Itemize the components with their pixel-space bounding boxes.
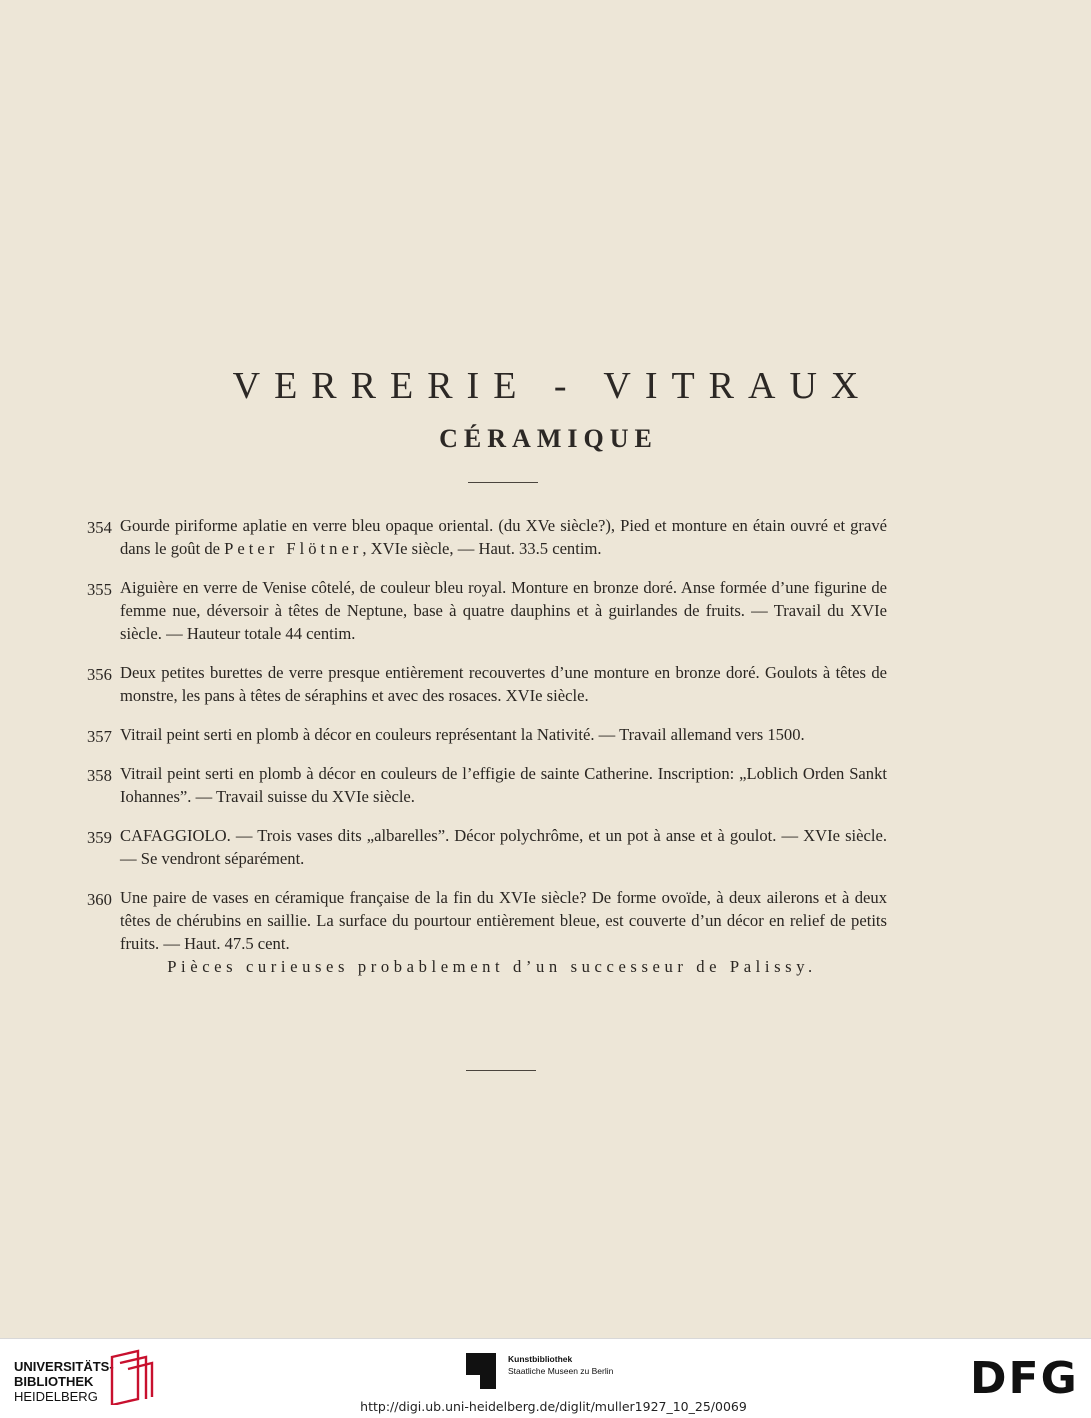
entry-number: 355 [87, 580, 112, 599]
entry-number: 356 [87, 665, 112, 684]
kunstbibliothek-subtitle: Staatliche Museen zu Berlin [508, 1366, 614, 1376]
university-library-logo-text[interactable] [14, 1359, 114, 1404]
entry-artist-name: Peter Flötner [224, 539, 363, 558]
catalogue-entry [87, 514, 887, 560]
entry-text: Vitrail peint serti en plomb à décor en couleurs de l’effigie de sainte Catherine. Inscription: „Loblich Orden Sankt Iohannes”. — Travail suisse du XVIe siècle. [120, 764, 887, 806]
catalogue-entry [87, 661, 887, 707]
entry-text: Aiguière en verre de Venise côtelé, de couleur bleu royal. Monture en bronze doré. Anse formée d’une figurine de femme nue, déversoir à têtes de Neptune, base à quatre dauphins et à guirlandes de fruits. — Travail du XVIe siècle. — Hauteur totale 44 centim. [120, 578, 887, 643]
entry-text: CAFAGGIOLO. — Trois vases dits „albarelles”. Décor polychrôme, et un pot à anse et à goulot. — XVIe siècle. — Se vendront séparément. [120, 826, 887, 868]
digitization-footer [0, 1338, 1091, 1418]
university-line-1: UNIVERSITÄTS- [14, 1359, 114, 1374]
entry-text-end: , XVIe siècle, — Haut. 33.5 centim. [362, 539, 602, 558]
entry-number: 357 [87, 727, 112, 746]
university-library-logo-icon[interactable] [108, 1349, 154, 1405]
kunstbibliothek-logo[interactable] [466, 1351, 666, 1391]
kunstbibliothek-title: Kunstbibliothek [508, 1354, 573, 1364]
entry-text: Vitrail peint serti en plomb à décor en couleurs représentant la Nativité. — Travail allemand vers 1500. [120, 725, 805, 744]
kunstbibliothek-icon [466, 1353, 496, 1389]
catalogue-entry [87, 886, 887, 955]
university-line-3: HEIDELBERG [14, 1389, 98, 1404]
permalink-url[interactable]: http://digi.ub.uni-heidelberg.de/diglit/muller1927_10_25/0069 [360, 1399, 747, 1414]
catalogue-entry [87, 824, 887, 870]
entry-text: Une paire de vases en céramique française de la fin du XVIe siècle? De forme ovoïde, à deux ailerons et à deux têtes de chérubins en saillie. La surface du pourtour entièrement bleue, est couverte d’un décor en relief de petits fruits. — Haut. 47.5 cent. [120, 888, 887, 953]
entry-number: 354 [87, 518, 112, 537]
catalogue-entry [87, 762, 887, 808]
dfg-logo[interactable]: DFG [970, 1353, 1079, 1404]
entry-text: Gourde piriforme aplatie en verre bleu opaque oriental. (du XVe siècle?), Pied et monture en étain ouvré et gravé dans le goût de [120, 516, 887, 558]
entry-note: Pièces curieuses probablement d’un successeur de Palissy. [167, 957, 817, 976]
bottom-divider [466, 1070, 536, 1071]
entry-number: 359 [87, 828, 112, 847]
catalogue-entry [87, 576, 887, 645]
entry-text: Deux petites burettes de verre presque entièrement recouvertes d’une monture en bronze doré. Goulots à têtes de monstre, les pans à têtes de séraphins et avec des rosaces. XVIe siècle. [120, 663, 887, 705]
university-line-2: BIBLIOTHEK [14, 1374, 94, 1389]
section-title: VERRERIE - VITRAUX [232, 365, 873, 407]
entry-number: 360 [87, 890, 112, 909]
top-divider [468, 482, 538, 483]
catalogue-entries [87, 514, 887, 978]
catalogue-entry [87, 723, 887, 746]
section-subtitle: CÉRAMIQUE [439, 424, 658, 453]
entry-number: 358 [87, 766, 112, 785]
